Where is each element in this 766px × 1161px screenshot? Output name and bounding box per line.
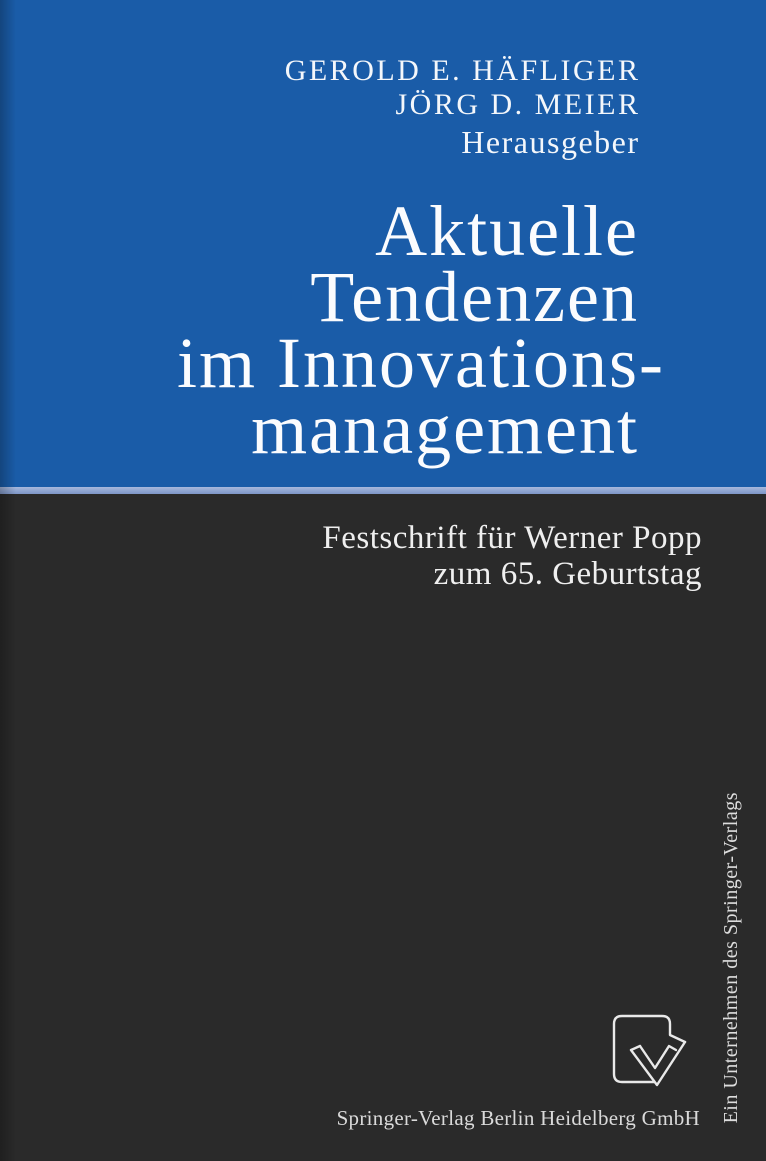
author-block (284, 54, 641, 161)
editor-label: Herausgeber (461, 124, 640, 160)
title-line-3: im Innovations- (177, 323, 665, 403)
title-line-2: Tendenzen (310, 257, 639, 337)
author-name-2: JÖRG D. MEIER (395, 88, 641, 121)
separator-band (0, 487, 766, 494)
title-line-4: management (251, 389, 639, 469)
subtitle-line-1: Festschrift für Werner Popp (322, 520, 702, 556)
physica-verlag-pv-logo-icon (607, 1010, 687, 1090)
subtitle-line-2: zum 65. Geburtstag (433, 556, 702, 592)
book-title (177, 191, 665, 469)
book-subtitle (322, 520, 702, 592)
author-name-1: GEROLD E. HÄFLIGER (284, 54, 641, 87)
publisher-name: Springer-Verlag Berlin Heidelberg GmbH (336, 1106, 700, 1130)
title-line-1: Aktuelle (375, 191, 639, 271)
imprint-vertical-text: Ein Unternehmen des Springer-Verlags (720, 791, 742, 1123)
